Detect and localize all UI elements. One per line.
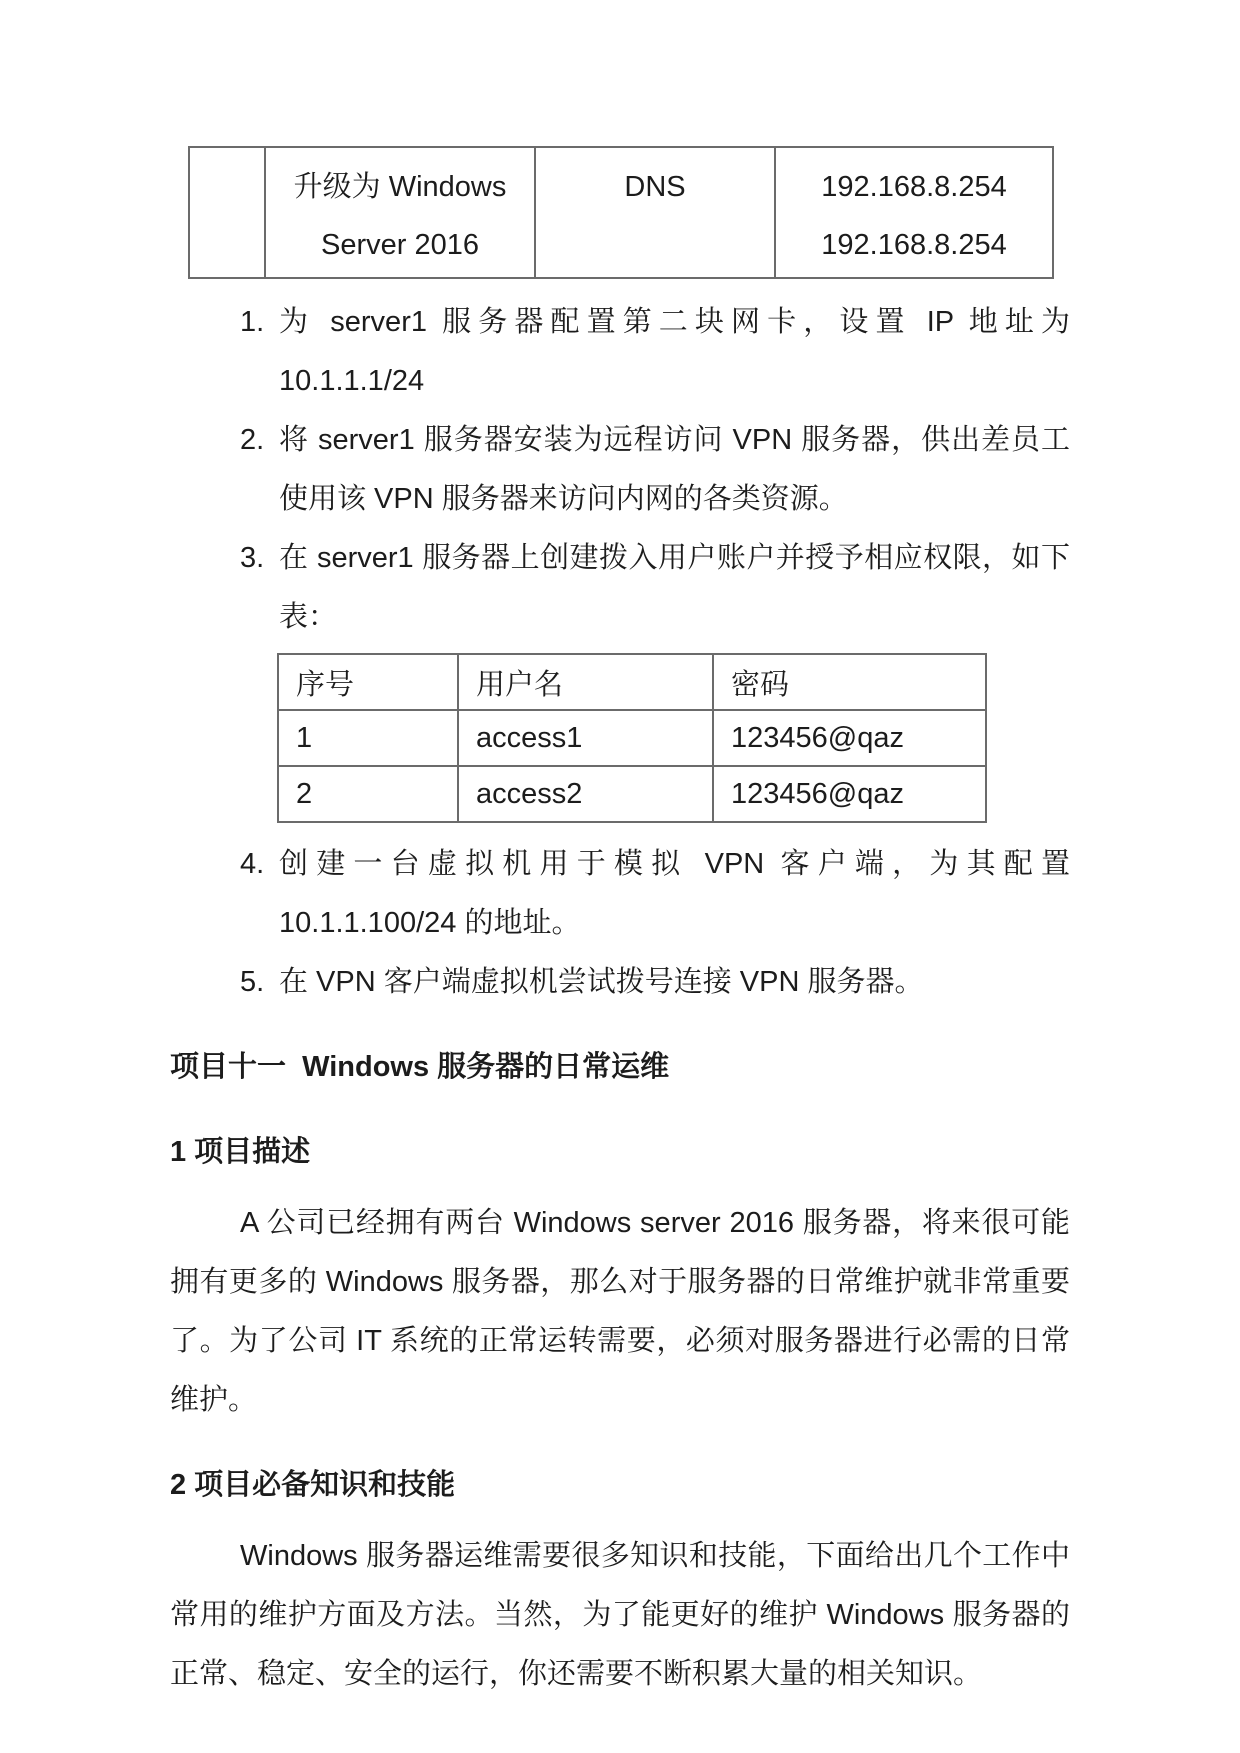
- section-heading-description: 1 项目描述: [170, 1136, 311, 1168]
- section-title: 项目十一 Windows 服务器的日常运维: [170, 1051, 670, 1083]
- list-text: 为 server1 服务器配置第二块网卡，设置 IP 地址为 10.1.1.1/24: [279, 306, 1070, 397]
- list-item-1: [170, 293, 1070, 411]
- user-accounts-table: [277, 653, 987, 823]
- list-text: 在 server1 服务器上创建拨入用户账户并授予相应权限，如下表：: [279, 542, 1070, 633]
- paragraph-description: A 公司已经拥有两台 Windows server 2016 服务器，将来很可能拥有更多的 Windows 服务器，那么对于服务器的日常维护就非常重要了。为了公司 IT 系统的正常运转需要，必须对服务器进行必需的日常维护。: [170, 1207, 1070, 1416]
- cell-password: 123456@qaz: [713, 710, 986, 766]
- list-item-2: [170, 411, 1070, 529]
- cell-line: 192.168.8.254: [821, 229, 1007, 261]
- config-cell-empty: [189, 147, 265, 278]
- list-number: 5.: [240, 966, 265, 998]
- config-cell-os: [265, 147, 535, 278]
- list-text: 将 server1 服务器安装为远程访问 VPN 服务器，供出差员工使用该 VPN 服务器来访问内网的各类资源。: [279, 424, 1070, 515]
- list-number: 4.: [240, 848, 265, 880]
- config-cell-dns-label: [535, 147, 775, 278]
- header-cell-index: 序号: [278, 654, 458, 710]
- table-row: [189, 147, 1053, 278]
- list-item-4: [170, 835, 1070, 953]
- table-header-row: [278, 654, 986, 710]
- list-text: 创建一台虚拟机用于模拟 VPN 客户端，为其配置 10.1.1.100/24 的地址。: [279, 848, 1070, 939]
- config-cell-dns-values: [775, 147, 1053, 278]
- network-config-table: [188, 146, 1054, 279]
- cell-username: access1: [458, 710, 713, 766]
- header-cell-password: 密码: [713, 654, 986, 710]
- list-item-5: [170, 953, 1070, 1012]
- table-row: [278, 766, 986, 822]
- list-text: 在 VPN 客户端虚拟机尝试拨号连接 VPN 服务器。: [279, 966, 924, 998]
- list-item-3: [170, 529, 1070, 647]
- cell-line: 192.168.8.254: [821, 171, 1007, 203]
- cell-line: 升级为 Windows: [293, 171, 507, 203]
- cell-line: Server 2016: [321, 229, 479, 261]
- list-number: 1.: [240, 306, 265, 338]
- cell-line: DNS: [624, 171, 686, 203]
- cell-index: 1: [278, 710, 458, 766]
- header-cell-username: 用户名: [458, 654, 713, 710]
- table-row: [278, 710, 986, 766]
- list-number: 2.: [240, 424, 265, 456]
- list-number: 3.: [240, 542, 265, 574]
- cell-password: 123456@qaz: [713, 766, 986, 822]
- paragraph-skills: Windows 服务器运维需要很多知识和技能，下面给出几个工作中常用的维护方面及方法。当然，为了能更好的维护 Windows 服务器的正常、稳定、安全的运行，你还需要不断积累大量的相关知识。: [170, 1540, 1070, 1690]
- section-heading-skills: 2 项目必备知识和技能: [170, 1469, 456, 1501]
- cell-username: access2: [458, 766, 713, 822]
- cell-index: 2: [278, 766, 458, 822]
